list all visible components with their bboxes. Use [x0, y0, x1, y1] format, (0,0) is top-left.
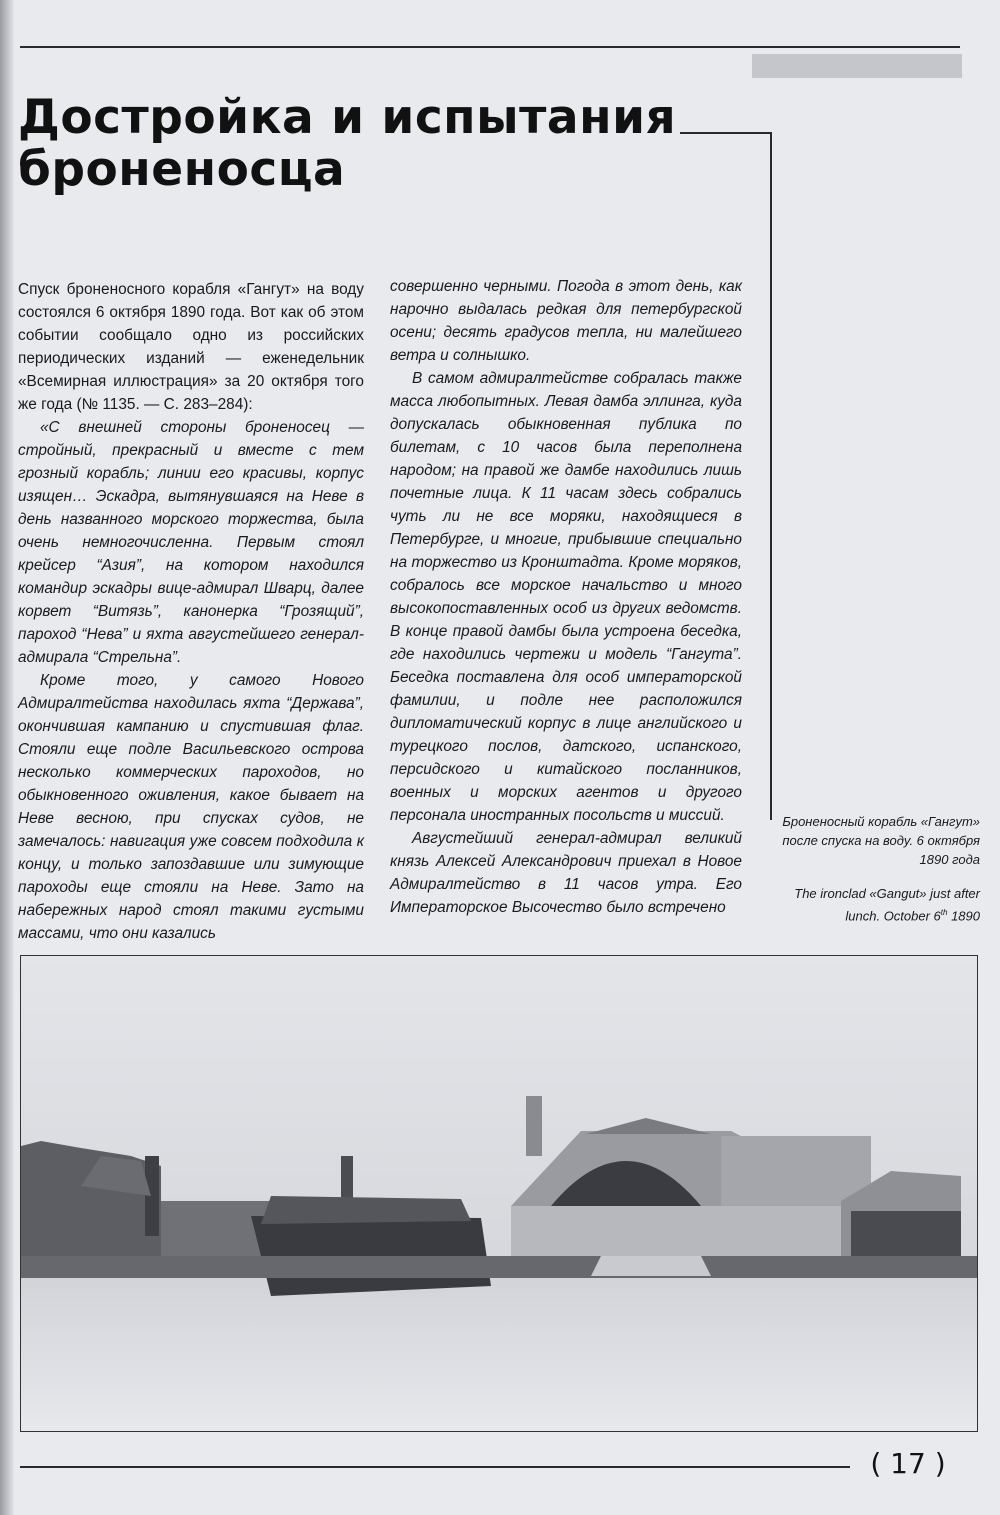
text-column-1 — [18, 278, 364, 945]
title-line-2: броненосца — [18, 142, 346, 197]
header-rule — [20, 46, 960, 48]
ship-launch-photo-illustration — [21, 956, 977, 1431]
caption-russian: Броненосный корабль «Гангут» после спуска на воду. 6 октября 1890 года — [782, 814, 980, 867]
footer-rule — [20, 1466, 850, 1468]
caption-english-ordinal: th — [940, 908, 948, 917]
caption-english — [768, 884, 980, 925]
caption-english-text: The ironclad «Gangut» just after lunch. October 6 — [794, 886, 980, 924]
section-tab — [752, 54, 962, 78]
title-frame-rule — [680, 132, 772, 134]
article-title — [18, 92, 718, 196]
caption-english-year: 1890 — [947, 908, 980, 924]
title-line-1: Достройка и испытания — [18, 90, 677, 145]
quote-paragraph: Августейший генерал-адмирал великий князь Алексей Александрович приехал в Новое Адмиралтейство в 11 часов утра. Его Императорское Высочество было встречено — [390, 830, 742, 916]
quote-paragraph: В самом адмиралтействе собралась также масса любопытных. Левая дамба эллинга, куда допускалась обыкновенная публика по билетам, с 10 часов была переполнена народом; на правой же дамбе находились лишь почетные лица. К 11 часам здесь собрались чуть ли не все моряки, находящиеся в Петербурге, и многие, прибывшие специально на торжество из Кронштадта. Кроме моряков, собралось все морское начальство и много высокопоставленных особ из других ведомств. В конце правой дамбы была устроена беседка, где находились чертежи и модель “Гангута”. Беседка поставлена для особ императорской фамилии, и подле нее расположился дипломатический корпус в лице английского и турецкого послов, датского, испанского, персидского и китайского посланников, военных и морских агентов и другого персонала иностранных посольств и миссий. — [390, 370, 742, 824]
quote-paragraph: «С внешней стороны броненосец — стройный, прекрасный и вместе с тем грозный корабль; линии его красивы, корпус изящен… Эскадра, вытянувшаяся на Неве в день названного морского торжества, была очень немногочисленна. Первым стоял крейсер “Азия”, на котором находился командир эскадры вице-адмирал Шварц, далее корвет “Витязь”, канонерка “Грозящий”, пароход “Нева” и яхта августейшего генерал-адмирала “Стрельна”. — [18, 419, 364, 666]
historical-photo — [20, 955, 978, 1432]
page-number: ( 17 ) — [870, 1447, 946, 1480]
column-frame-rule — [770, 132, 772, 820]
page-gutter-shadow — [0, 0, 14, 1515]
photo-caption — [768, 812, 980, 940]
text-column-2 — [390, 275, 742, 919]
paragraph: Спуск броненосного корабля «Гангут» на воду состоялся 6 октября 1890 года. Вот как об этом событии сообщало одно из российских периодических изданий — еженедельник «Всемирная иллюстрация» за 20 октября того же года (№ 1135. — С. 283–284): — [18, 281, 364, 413]
quote-paragraph: Кроме того, у самого Нового Адмиралтейства находилась яхта “Держава”, окончившая кампанию и спустившая флаг. Стояли еще подле Васильевского острова несколько коммерческих пароходов, но обыкновенного оживления, какое бывает на Неве весною, при спусках судов, не замечалось: навигация уже совсем подходила к концу, и только запоздавшие или зимующие пароходы еще стояли на Неве. Зато на набережных народ стоял такими густыми массами, что они казались — [18, 672, 364, 942]
quote-paragraph: совершенно черными. Погода в этот день, как нарочно выдалась редкая для петербургской осени; десять градусов тепла, ни малейшего ветра и солнышко. — [390, 278, 742, 364]
